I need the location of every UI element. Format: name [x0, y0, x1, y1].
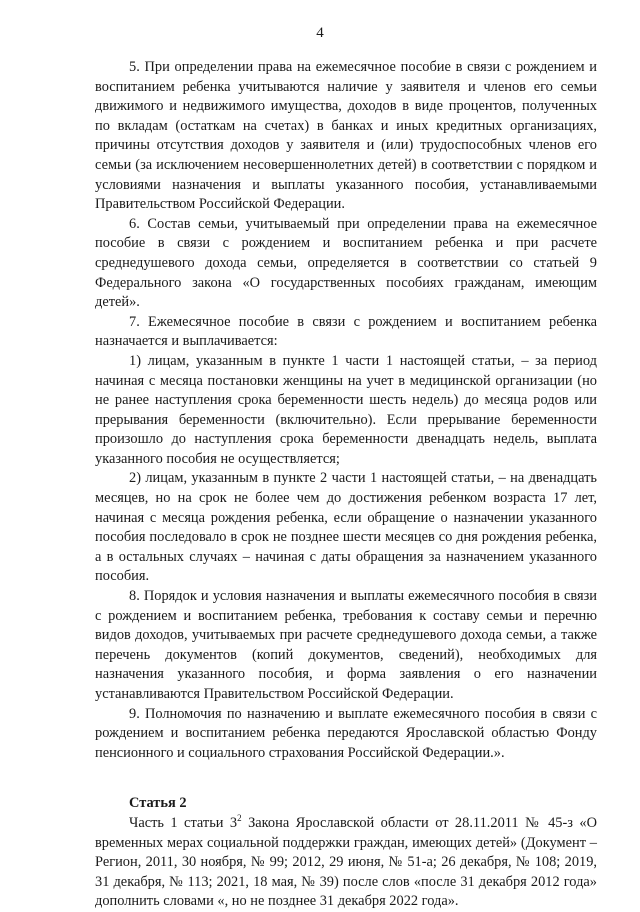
- paragraph-7-item-2: 2) лицам, указанным в пункте 2 части 1 настоящей статьи, – на двенадцать месяцев, но на срок не более чем до достижения ребенком возраста 17 лет, начиная с месяца рождения ребенка, если обращение о назначении указанного пособия последовало в срок не позднее шести месяцев со дня рождения ребенка, а в остальных случаях – начиная с даты обращения за назначением указанного пособия.: [95, 470, 597, 585]
- page-number: 4: [316, 25, 324, 41]
- paragraph-5: 5. При определении права на ежемесячное пособие в связи с рождением и воспитанием ребенка учитываются наличие у заявителя и членов его семьи движимого и недвижимого имущества, доходов в виде процентов, полученных по вкладам (остаткам на счетах) в банках и иных кредитных организациях, причины отсутствия доходов у заявителя и (или) трудоспособных членов его семьи (за исключением несовершеннолетних детей) в соответствии с порядком и условиями назначения и выплаты указанного пособия, устанавливаемыми Правительством Российской Федерации.: [95, 59, 597, 213]
- article-2-text: [95, 814, 597, 912]
- article-2-text-start: Часть 1 статьи 3: [129, 814, 238, 831]
- paragraph-8: 8. Порядок и условия назначения и выплаты ежемесячного пособия в связи с рождением и воспитанием ребенка, требования к составу семьи и перечню видов доходов, учитываемых при расчете среднедушевого дохода семьи, а также перечень документов (копий документов, сведений), необходимых для назначения указанного пособия, и форма заявления о его назначении устанавливаются Правительством Российской Федерации.: [95, 588, 597, 702]
- paragraph-7-item-1: 1) лицам, указанным в пункте 1 части 1 настоящей статьи, – за период начиная с месяца постановки женщины на учет в медицинской организации (но не ранее наступления срока беременности шесть недель) до месяца родов или прерывания беременности (включительно). Если прерывание беременности произошло до наступления срока беременности двенадцать недель, выплата указанного пособия не осуществляется;: [95, 352, 597, 467]
- article-2-superscript: 2: [237, 812, 242, 823]
- article-2-heading: Статья 2: [129, 795, 187, 812]
- article-2-text-rest: Закона Ярославской области от 28.11.2011 № 45-з «О временных мерах социальной поддержки граждан, имеющих детей» (Документ – Регион, 2011, 30 ноября, № 99; 2012, 29 июня, № 51-а; 26 декабря, № 108; 2019, 31 декабря, № 113; 2021, 18 мая, № 39) после слов «после 31 декабря 2012 года» дополнить словами «, но не позднее 31 декабря 2022 года».: [95, 814, 597, 910]
- document-body: [95, 58, 597, 912]
- paragraph-6: 6. Состав семьи, учитываемый при определении права на ежемесячное пособие в связи с рождением и воспитанием ребенка и при расчете среднедушевого дохода семьи, определяется в соответствии со статьей 9 Федерального закона «О государственных пособиях гражданам, имеющим детей».: [95, 215, 597, 311]
- paragraph-9: 9. Полномочия по назначению и выплате ежемесячного пособия в связи с рождением и воспитанием ребенка передаются Ярославской областью Фонду пенсионного и социального страхования Российской Федерации.».: [95, 705, 597, 761]
- paragraph-7: 7. Ежемесячное пособие в связи с рождением и воспитанием ребенка назначается и выплачивается:: [95, 313, 597, 350]
